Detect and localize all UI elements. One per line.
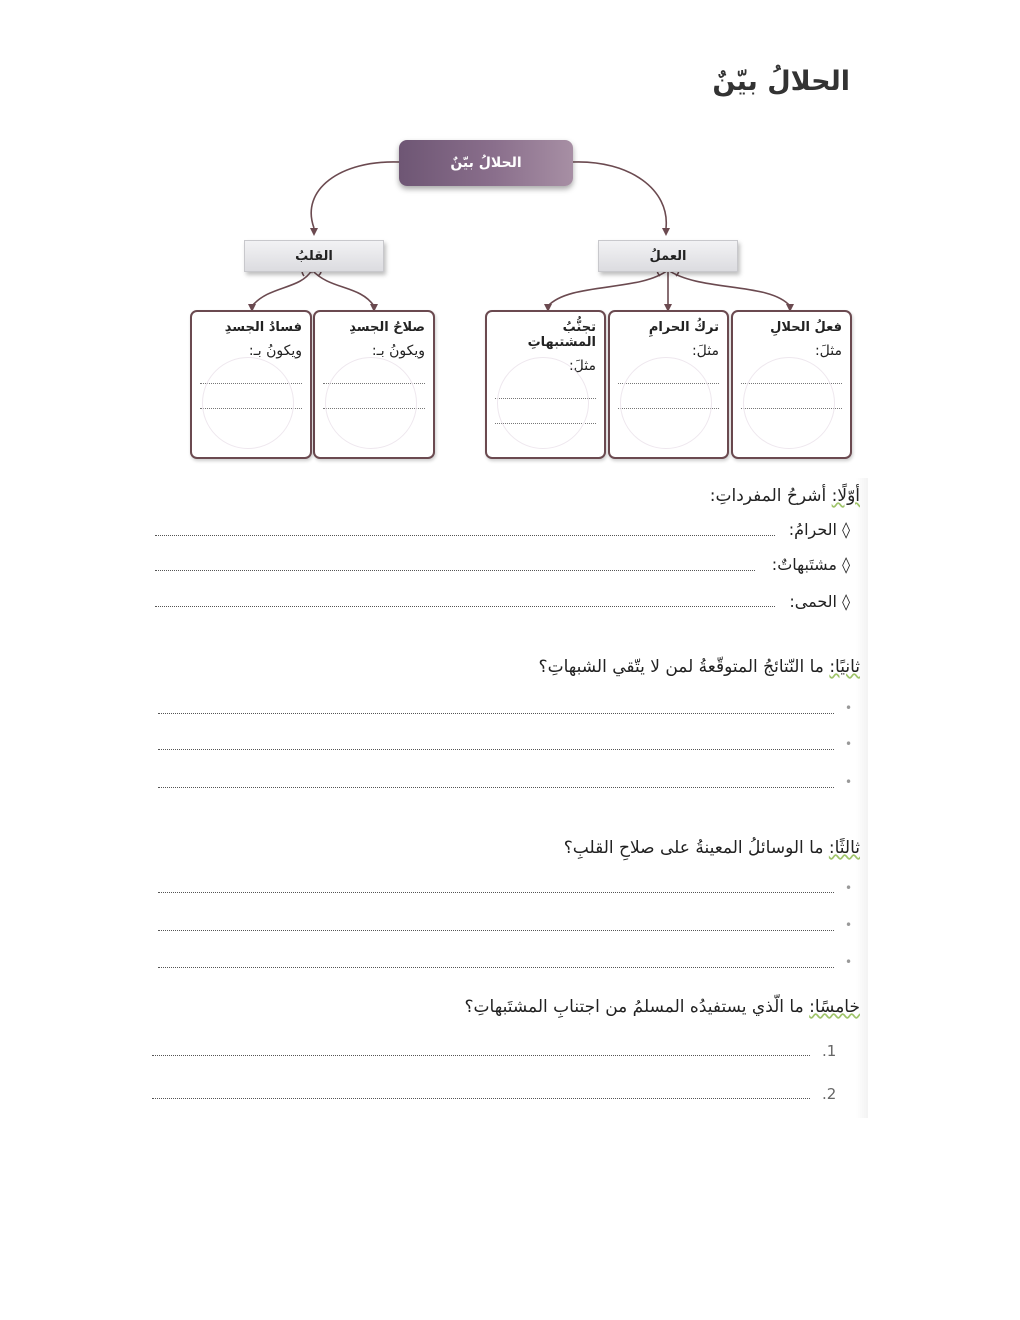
- box-heading: فسادُ الجسدِ: [224, 320, 302, 335]
- diamond-icon: ◊: [842, 520, 850, 539]
- box-heading: تجنُّبُ المشتبهاتِ: [527, 320, 596, 350]
- bullet-icon: •: [845, 918, 853, 932]
- box-heading: صلاحُ الجسدِ: [349, 320, 425, 335]
- vocab-item: [789, 520, 850, 539]
- diamond-icon: ◊: [842, 592, 850, 611]
- answer-line[interactable]: [155, 570, 755, 571]
- category-heart: القلبُ: [244, 240, 384, 272]
- box-sub: ويكونُ بـ:: [371, 343, 425, 359]
- question-lead: ثالثًا:: [828, 838, 860, 858]
- box-sub: مثلَ:: [691, 343, 719, 359]
- box-body-corruption: [190, 310, 312, 459]
- diamond-icon: ◊: [842, 555, 850, 574]
- vocab-term: الحرامُ:: [788, 520, 837, 539]
- box-sub: مثلَ:: [814, 343, 842, 359]
- box-heading: تركُ الحرامِ: [648, 320, 719, 335]
- answer-line[interactable]: [158, 787, 834, 788]
- question-1: [710, 486, 860, 506]
- vocab-term: مشتَبهاتٌ:: [771, 555, 837, 574]
- question-lead: خامسًا:: [809, 997, 860, 1017]
- question-2: [539, 657, 860, 677]
- bullet-icon: •: [845, 881, 853, 895]
- answer-line[interactable]: [158, 713, 834, 714]
- box-avoiding-doubtful: [485, 310, 606, 459]
- question-lead: أوّلًا:: [831, 486, 860, 506]
- bullet-icon: •: [845, 775, 853, 789]
- question-text: ما الوسائلُ المعينةُ على صلاحِ القلبِ؟: [563, 838, 824, 858]
- category-work: العملُ: [598, 240, 738, 272]
- answer-line[interactable]: [155, 535, 775, 536]
- page-shade-band: [856, 478, 868, 1118]
- answer-line[interactable]: [158, 749, 834, 750]
- bullet-icon: •: [845, 737, 853, 751]
- question-text: ما النّتائجُ المتوقّعةُ لمن لا يتّقي الشبهاتِ؟: [538, 657, 824, 677]
- question-lead: ثانيًا:: [829, 657, 860, 677]
- vocab-term: الحمى:: [789, 592, 837, 611]
- answer-line[interactable]: [152, 1055, 810, 1056]
- bullet-icon: •: [845, 955, 853, 969]
- answer-line[interactable]: [158, 930, 834, 931]
- vocab-item: [772, 555, 850, 574]
- question-text: أشرحُ المفرداتِ:: [709, 486, 827, 506]
- answer-line[interactable]: [158, 967, 834, 968]
- item-number: .1: [822, 1042, 837, 1060]
- page-title: الحلالُ بيّنٌ: [712, 66, 850, 97]
- answer-line[interactable]: [152, 1098, 810, 1099]
- floral-decor: [620, 357, 712, 449]
- vocab-item: [789, 592, 850, 611]
- box-sub: مثلَ:: [568, 358, 596, 374]
- answer-line[interactable]: [155, 606, 775, 607]
- box-doing-halal: [731, 310, 852, 459]
- item-number: .2: [822, 1085, 837, 1103]
- bullet-icon: •: [845, 701, 853, 715]
- answer-line[interactable]: [158, 892, 834, 893]
- box-heading: فعلُ الحلالِ: [770, 320, 842, 335]
- question-text: ما الّذي يستفيدُه المسلمُ من اجتنابِ المشتَبهاتِ؟: [464, 997, 804, 1017]
- question-5: [465, 997, 860, 1017]
- diagram-root: الحلالُ بيّنٌ: [399, 140, 573, 186]
- floral-decor: [325, 357, 417, 449]
- box-sub: ويكونُ بـ:: [248, 343, 302, 359]
- question-3: [564, 838, 860, 858]
- box-leaving-haram: [608, 310, 729, 459]
- floral-decor: [743, 357, 835, 449]
- box-body-righteousness: [313, 310, 435, 459]
- floral-decor: [202, 357, 294, 449]
- floral-decor: [497, 357, 589, 449]
